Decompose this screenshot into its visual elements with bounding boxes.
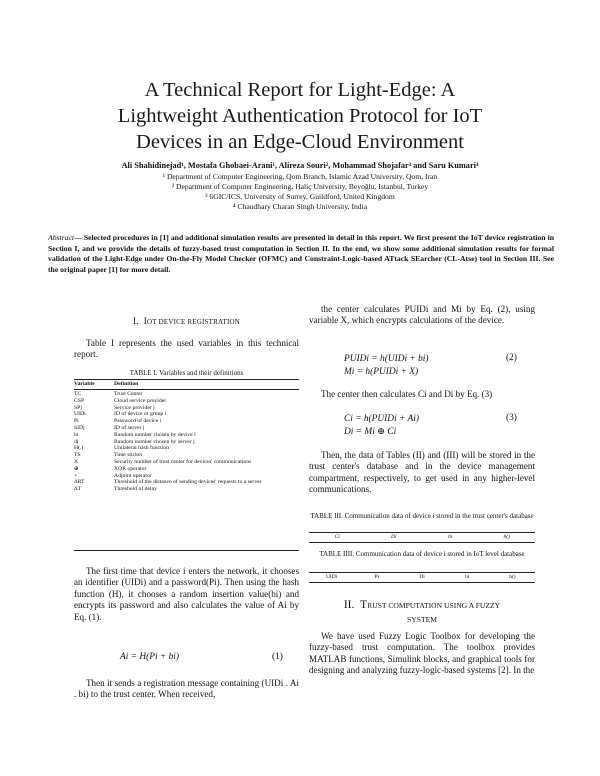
equation-number: (1) [272, 652, 283, 662]
table-rule [309, 532, 535, 533]
title-line: A Technical Report for Light-Edge: A [144, 79, 456, 101]
table-row: X Security number of trust center for devices' communications [74, 458, 252, 465]
table-rule [309, 582, 535, 583]
table-row: SIDj ID of server j [74, 424, 145, 431]
table-row: TS Time sticker [74, 452, 143, 459]
table-rule [74, 389, 299, 390]
table-row: ⊕ XOR operator [74, 465, 147, 472]
table-rule [309, 542, 535, 543]
table-row: + Adjoint operator [74, 472, 152, 479]
section-heading-2: II. TRUST COMPUTATION USING A FUZZY SYSTEM [343, 599, 501, 624]
section-heading-1: I. IOT DEVICE REGISTRATION [133, 316, 240, 326]
table-1-caption: TABLE I. Variables and their definitions [129, 369, 244, 377]
table-4-header: UIDi Pi Di bi h() [325, 574, 516, 580]
affiliation: ³ 6GIC/ICS, University of Surrey, Guildford, United Kingdom [205, 192, 395, 201]
table-rule [309, 572, 535, 573]
table-row: CSP Cloud service provider [74, 397, 167, 404]
table-rule [74, 550, 299, 551]
table-rule [74, 379, 299, 380]
affiliation: ⁴ Chaudhary Charan Singh University, India [232, 202, 368, 211]
affiliation: ¹ Department of Computer Engineering, Qom Branch, Islamic Azad University, Qom, Iran [162, 172, 438, 181]
table-3-caption: TABLE III. Communication data of device i stored in the trust center's database [310, 512, 534, 520]
table-row: dj Random number chosen by server j [74, 438, 195, 445]
table-4-caption: TABLE IIII. Communication data of device i stored in IoT level database [319, 550, 525, 558]
table-3-header: Ci Di bi h() [334, 534, 510, 540]
table-row: ΔT Threshold of delay [74, 486, 157, 493]
equation-2: PUIDi = h(UIDi + bi) Mi = h(PUIDi + X) [344, 354, 429, 377]
table-row: TC Trust Center [74, 391, 143, 397]
paragraph: We have used Fuzzy Logic Toolbox for developing the fuzzy-based trust computation. The toolbox provides MATLAB functions, Simulink blocks, and graphical tools for designing and analyzing fuzzy-logic-based systems [2]. In the [309, 631, 535, 676]
abstract-label: Abstract [48, 233, 75, 242]
equation-3: Ci = h(PUIDi + Ai) Di = Mi ⊕ Ci [344, 414, 419, 437]
table-row: SPj Service provider j [74, 404, 155, 411]
paragraph: Then it sends a registration message containing (UIDi . Ai . bi) to the trust center. When received, [74, 678, 299, 700]
abstract [48, 233, 554, 275]
table-row: Pi Password of device i [74, 418, 162, 425]
equation-number: (3) [506, 413, 517, 423]
paragraph: The center then calculates Ci and Di by Eq. (3) [321, 389, 493, 399]
author-list: Ali Shahidinejad¹, Mostafa Ghobaei-Arani¹, Alireza Souri², Mohammad Shojafar³ and Saru Kumari⁴ [121, 161, 479, 170]
table-row: ΔRT Threshold of the distance of sending devices' requests to a server [74, 479, 262, 486]
paper-title [40, 77, 560, 155]
table-row: H(.) Unilateral hash function [74, 445, 169, 452]
table-1-body [74, 391, 299, 493]
paragraph: the center calculates PUIDi and Mi by Eq. (2), using variable X, which encrypts calculations of the device. [309, 304, 535, 326]
table-1-header: Variable Definition [74, 381, 139, 387]
table-row: bi Random number chosen by device i [74, 431, 196, 438]
abstract-text: — Selected procedures in [1] and additional simulation results are presented in detail in this report. We first present the IoT device registration in Section I, and we provide the details of fuzzy-based trust computation in Section II. In the end, we show some additional simulation results for formal validation of the Light-Edge under On-the-Fly Model Checker (OFMC) and Constraint-Logic-based ATtack SEarcher (CL-Atse) tool in Section III. See the original paper [1] for more detail. [48, 233, 554, 274]
table-row: UIDi ID of device or group i [74, 411, 167, 418]
paragraph: The first time that device i enters the network, it chooses an identifier (UIDi) and a password(Pi). Then using the hash function (H), it chooses a random insertion value(bi) and encrypts its password and also calculates the value of Ai by Eq. (1). [74, 566, 299, 622]
title-line: Devices in an Edge-Cloud Environment [136, 131, 464, 153]
equation-number: (2) [506, 353, 517, 363]
equation-1: Ai = H(Pi + bi) [120, 652, 179, 662]
title-line: Lightweight Authentication Protocol for IoT [117, 105, 483, 127]
paragraph: Then, the data of Tables (II) and (III) will be stored in the trust center's database and in the device management compartment, respectively, to get used in any higher-level communications. [309, 450, 535, 495]
affiliation: ² Department of Computer Engineering, Haliç University, Beyoğlu, Istanbul, Turkey [171, 182, 429, 191]
paragraph: Table I represents the used variables in this technical report. [74, 338, 299, 360]
